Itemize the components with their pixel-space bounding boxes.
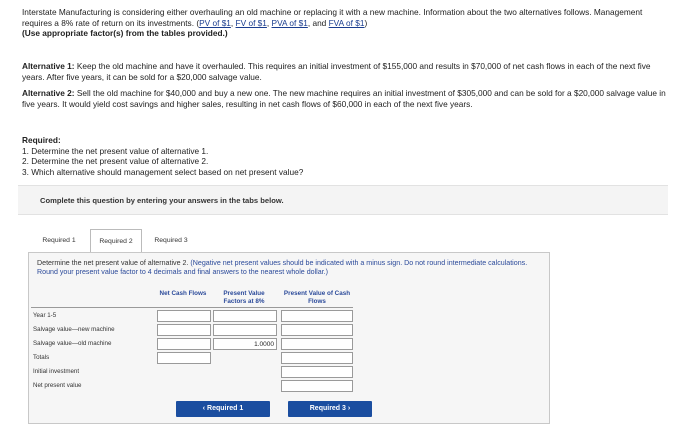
instruction-text [37,259,547,277]
instruction-detail: (Negative net present values should be indicated with a minus sign. Do not round intermediate calculations. Round your present value factor to 4 decimals and final answers to the nearest whole dollar.) [37,259,528,276]
pv-factor-salvage-old-value: 1.0000 [213,338,277,350]
alternative-1 [22,61,672,82]
col-header-pv-factors: Present Value Factors at 8% [223,290,265,305]
required-title: Required: [22,135,61,145]
complete-text: Complete this question by entering your answers in the tabs below. [40,196,284,205]
alt1-label: Alternative 1: [22,61,75,71]
row-label-npv: Net present value [33,382,82,389]
tab-required-3[interactable]: Required 3 [154,237,188,244]
answer-panel [28,252,550,424]
complete-banner [18,185,668,215]
required-section [22,135,672,177]
tab-required-1[interactable]: Required 1 [42,237,76,244]
next-required-button[interactable] [288,401,372,417]
fva-link[interactable]: FVA of $1 [328,17,365,28]
chevron-right-icon: › [347,405,351,412]
pv-factor-salvage-new-input[interactable] [213,324,277,336]
next-button-label: Required 3 [309,405,346,412]
instruction-main: Determine the net present value of alternative 2. [37,259,189,267]
alternative-2 [22,88,672,109]
col-header-pv-cash-flows: Present Value of Cash Flows [283,290,351,305]
required-item-2: 2. Determine the net present value of alternative 2. [22,156,209,166]
pv-factor-year-1-5-input[interactable] [213,310,277,322]
row-label-salvage-old: Salvage value—old machine [33,340,112,347]
pv-cash-flow-salvage-old-input[interactable] [281,338,353,350]
row-label-totals: Totals [33,354,50,361]
prev-required-button[interactable] [176,401,270,417]
row-label-initial-investment: Initial investment [33,368,80,375]
pva-link[interactable]: PVA of $1 [271,17,308,28]
net-cash-flow-salvage-new-input[interactable] [157,324,211,336]
chevron-left-icon: ‹ [202,405,206,412]
pv-link[interactable]: PV of $1 [199,17,231,28]
fv-link[interactable]: FV of $1 [235,17,267,28]
prev-button-label: Required 1 [207,405,244,412]
pv-initial-investment-input[interactable] [281,366,353,378]
col-header-net-cash-flows: Net Cash Flows [159,290,207,297]
pv-cash-flow-totals-input[interactable] [281,352,353,364]
net-cash-flow-year-1-5-input[interactable] [157,310,211,322]
row-label-year-1-5: Year 1-5 [33,312,57,319]
npv-input[interactable] [281,380,353,392]
problem-intro: Interstate Manufacturing is considering either overhauling an old machine or replacing it with a new machine. Information about the two alternatives follows. Management requires a 8% rate of return on its investments. (PV of $1, FV of $1, PVA of $1, and FVA of $1) (Use appropriate factor(s) from the tables provided.) [22,7,643,38]
alt1-text: Keep the old machine and have it overhauled. This requires an initial investment of $155,000 and results in $70,000 of net cash flows in each of the next five years. After five years, it can be sold for a $20,000 salvage value. [22,61,651,82]
row-label-salvage-new: Salvage value—new machine [33,326,115,333]
net-cash-flow-salvage-old-input[interactable] [157,338,211,350]
table-divider [31,307,353,308]
tab-required-2[interactable]: Required 2 [90,229,142,253]
net-cash-flow-totals-input[interactable] [157,352,211,364]
pv-cash-flow-year-1-5-input[interactable] [281,310,353,322]
pv-cash-flow-salvage-new-input[interactable] [281,324,353,336]
intro-text: Interstate Manufacturing is considering either overhauling an old machine or replacing it with a new machine. Information about the two alternatives follows. Management requires a 8% rate of return on its investments. [22,7,643,28]
required-item-1: 1. Determine the net present value of alternative 1. [22,145,209,156]
alt2-text: Sell the old machine for $40,000 and buy a new one. The new machine requires an initial investment of $305,000 and can be sold for a $20,000 salvage value in five years. It would yield cost savings and higher sales, resulting in net cash flows of $60,000 in each of the next five years. [22,88,666,109]
factor-note: (Use appropriate factor(s) from the tables provided.) [22,28,228,38]
alt2-label: Alternative 2: [22,88,75,98]
required-item-3: 3. Which alternative should management select based on net present value? [22,166,304,177]
